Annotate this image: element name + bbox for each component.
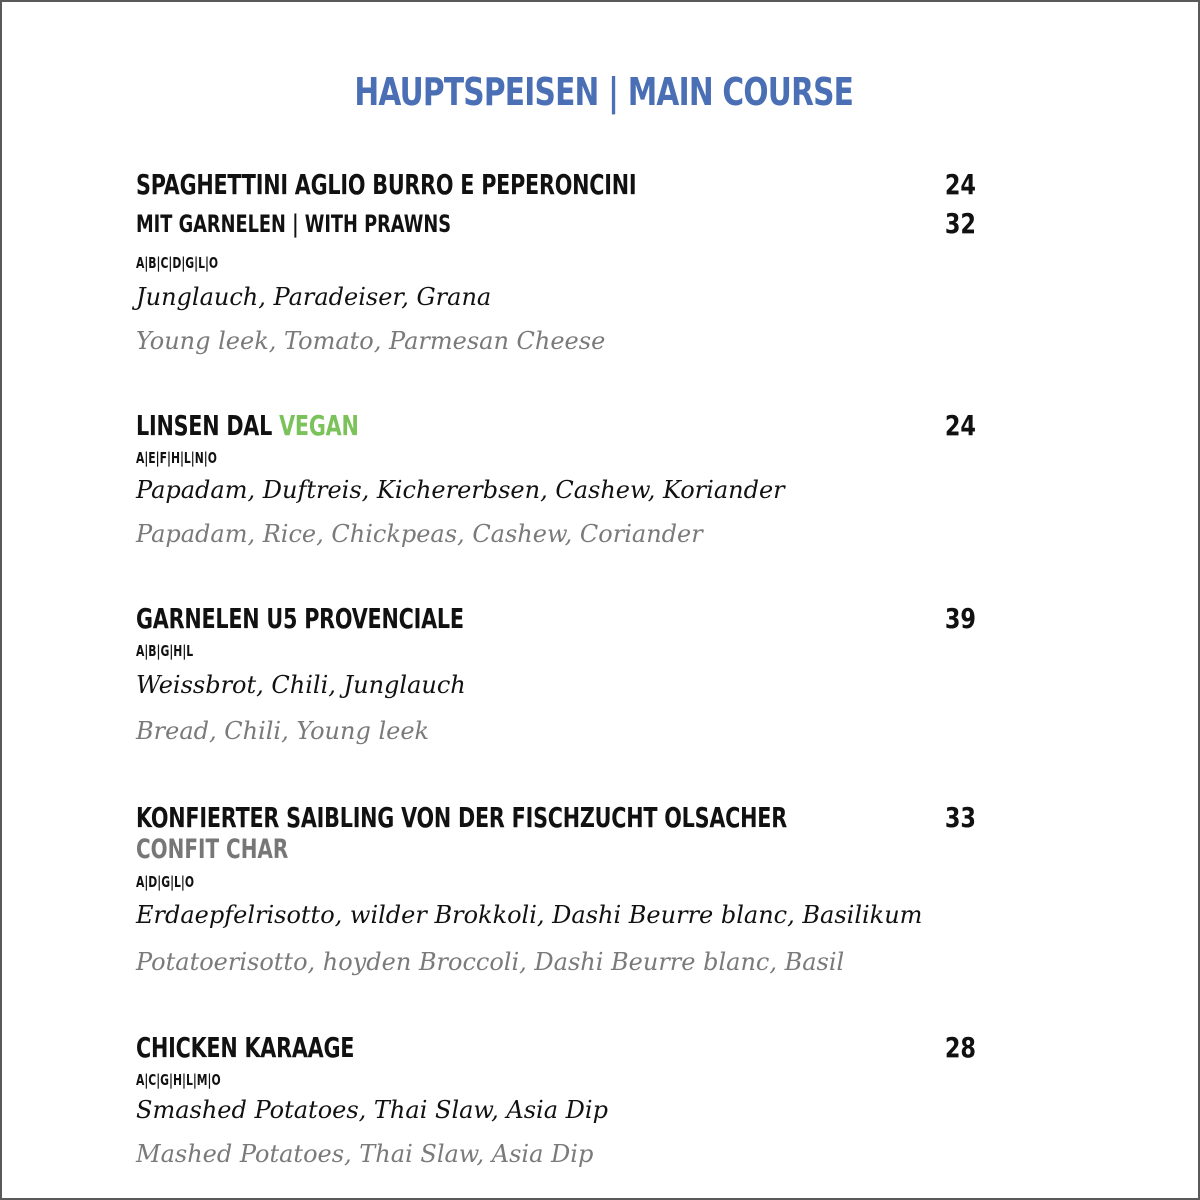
dish-english-name: CONFIT CHAR	[136, 834, 289, 865]
dish-name: CHICKEN KARAAGE	[136, 1031, 355, 1064]
dish-name: SPAGHETTINI AGLIO BURRO E PEPERONCINI	[136, 168, 637, 201]
dish-name	[136, 409, 359, 442]
description-german: Weissbrot, Chili, Junglauch	[136, 671, 466, 699]
allergen-codes: A|B|G|H|L	[136, 642, 194, 660]
dish-price: 24	[944, 168, 976, 201]
dish-item	[136, 801, 976, 991]
description-english: Potatoerisotto, hoyden Broccoli, Dashi Beurre blanc, Basil	[136, 948, 845, 976]
allergen-codes: A|D|G|L|O	[136, 873, 195, 891]
dish-item	[136, 602, 976, 752]
dish-price: 33	[944, 801, 976, 834]
description-english: Young leek, Tomato, Parmesan Cheese	[136, 327, 606, 355]
dish-name: GARNELEN U5 PROVENCIALE	[136, 602, 464, 635]
dish-variant-name: MIT GARNELEN | WITH PRAWNS	[136, 210, 451, 238]
description-english: Mashed Potatoes, Thai Slaw, Asia Dip	[136, 1140, 594, 1168]
dish-name: KONFIERTER SAIBLING VON DER FISCHZUCHT OLSACHER	[136, 801, 787, 834]
dish-item	[136, 409, 976, 559]
description-english: Papadam, Rice, Chickpeas, Cashew, Coriander	[136, 520, 703, 548]
page-title: HAUPTSPEISEN | MAIN COURSE	[354, 70, 854, 114]
dish-price: 39	[944, 602, 976, 635]
description-german: Smashed Potatoes, Thai Slaw, Asia Dip	[136, 1096, 608, 1124]
dish-name-text: LINSEN DAL	[136, 409, 273, 442]
dish-variant-price: 32	[944, 207, 976, 240]
description-german: Junglauch, Paradeiser, Grana	[136, 283, 492, 311]
vegan-badge: VEGAN	[279, 409, 359, 442]
allergen-codes: A|E|F|H|L|N|O	[136, 449, 217, 467]
description-english: Bread, Chili, Young leek	[136, 717, 430, 745]
description-german: Erdaepfelrisotto, wilder Brokkoli, Dashi Beurre blanc, Basilikum	[136, 901, 923, 929]
description-german: Papadam, Duftreis, Kichererbsen, Cashew, Koriander	[136, 476, 785, 504]
allergen-codes: A|C|G|H|L|M|O	[136, 1071, 221, 1089]
allergen-codes: A|B|C|D|G|L|O	[136, 254, 219, 272]
dish-item	[136, 168, 976, 368]
dish-price: 24	[944, 409, 976, 442]
dish-item	[136, 1031, 976, 1181]
dish-price: 28	[944, 1031, 976, 1064]
